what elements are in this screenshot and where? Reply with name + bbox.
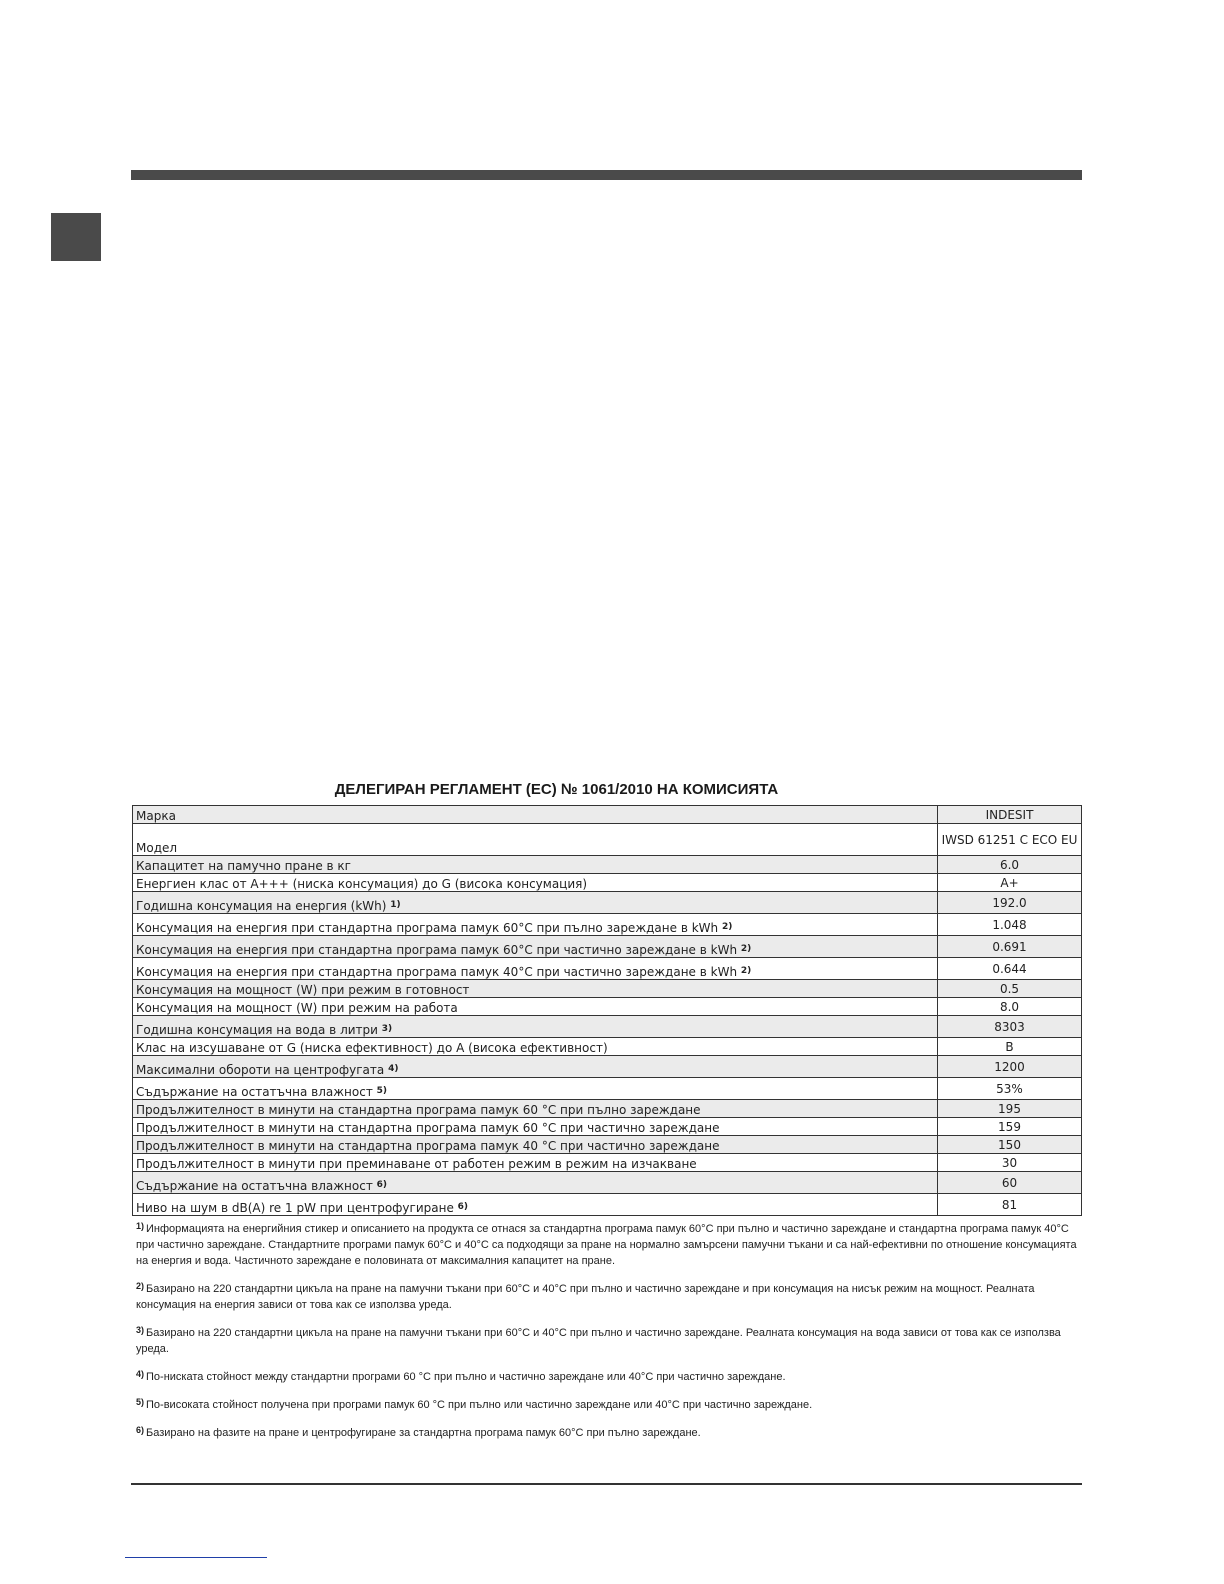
row-label: Съдържание на остатъчна влажност $^{6)}$ <box>133 1172 938 1194</box>
table-row <box>133 914 1082 936</box>
specification-table <box>132 805 1082 1216</box>
row-value: 30 <box>938 1154 1082 1172</box>
footnotes <box>136 1221 1082 1453</box>
row-label: Консумация на енергия при стандартна програма памук 60°C при частично зареждане в kWh $^{2)}$ <box>133 936 938 958</box>
table-row <box>133 1172 1082 1194</box>
row-label: Консумация на мощност (W) при режим на работа <box>133 998 938 1016</box>
row-label: Консумация на енергия при стандартна програма памук 60°C при пълно зареждане в kWh $^{2)}$ <box>133 914 938 936</box>
footnote-mark: 3) <box>136 1325 145 1335</box>
row-label: Годишна консумация на вода в литри $^{3)}$ <box>133 1016 938 1038</box>
table-row <box>133 856 1082 874</box>
table-row <box>133 1056 1082 1078</box>
table-row <box>133 936 1082 958</box>
row-value: A+ <box>938 874 1082 892</box>
row-label: Съдържание на остатъчна влажност $^{5)}$ <box>133 1078 938 1100</box>
table-row <box>133 958 1082 980</box>
row-value: 0.644 <box>938 958 1082 980</box>
table-row <box>133 998 1082 1016</box>
row-value: B <box>938 1038 1082 1056</box>
table-row <box>133 1078 1082 1100</box>
row-value: 6.0 <box>938 856 1082 874</box>
table-row <box>133 1194 1082 1216</box>
footnote-ref: 5) <box>376 1086 388 1096</box>
footnote-mark: 6) <box>136 1425 145 1435</box>
footnote-item <box>136 1221 1082 1269</box>
row-label: Продължителност в минути на стандартна програма памук 60 °C при частично зареждане <box>133 1118 938 1136</box>
footnote-text: Базирано на 220 стандартни цикъла на пране на памучни тъкани при 60°C и 40°C при пълно и частично зареждане и при консумация на нисък режим на мощност. Реалната консумация на енергия зависи от това как се използва уреда. <box>136 1283 1035 1311</box>
footnote-ref: 3) <box>381 1024 393 1034</box>
row-value: 0.691 <box>938 936 1082 958</box>
row-value: 1200 <box>938 1056 1082 1078</box>
row-value: 8303 <box>938 1016 1082 1038</box>
footer-link-underline[interactable] <box>125 1557 267 1558</box>
row-label: Консумация на енергия при стандартна програма памук 40°C при частично зареждане в kWh $^{2)}$ <box>133 958 938 980</box>
row-label: Максимални обороти на центрофугата $^{4)}$ <box>133 1056 938 1078</box>
footnote-ref: 1) <box>390 900 401 910</box>
footnote-item <box>136 1369 1082 1385</box>
row-label: Капацитет на памучно пране в кг <box>133 856 938 874</box>
row-label: Ниво на шум в dB(A) re 1 pW при центрофугиране $^{6)}$ <box>133 1194 938 1216</box>
footnote-item <box>136 1281 1082 1313</box>
footnote-mark: 1) <box>136 1221 145 1231</box>
table-row <box>133 1154 1082 1172</box>
footnote-mark: 2) <box>136 1281 145 1291</box>
row-label: Клас на изсушаване от G (ниска ефективност) до А (висока ефективност) <box>133 1038 938 1056</box>
table-row <box>133 1118 1082 1136</box>
row-label: Продължителност в минути на стандартна програма памук 40 °C при частично зареждане <box>133 1136 938 1154</box>
footnote-item <box>136 1325 1082 1357</box>
row-label: Годишна консумация на енергия (kWh) $^{1)}$ <box>133 892 938 914</box>
row-label: Консумация на мощност (W) при режим в готовност <box>133 980 938 998</box>
row-label: Енергиен клас от А+++ (ниска консумация) до G (висока консумация) <box>133 874 938 892</box>
row-label: Модел <box>133 824 938 856</box>
row-value: 150 <box>938 1136 1082 1154</box>
row-value: 8.0 <box>938 998 1082 1016</box>
footnote-text: По-високата стойност получена при програми памук 60 °C при пълно или частично зареждане или 40°C при частично зареждане. <box>146 1399 813 1411</box>
table-row <box>133 824 1082 856</box>
language-tab-marker <box>51 213 101 261</box>
row-label: Марка <box>133 806 938 824</box>
footnote-item <box>136 1397 1082 1413</box>
row-value: 195 <box>938 1100 1082 1118</box>
footnote-item <box>136 1425 1082 1441</box>
footnote-text: Информацията на енергийния стикер и описанието на продукта се отнася за стандартна програма памук 60°C при пълно и частично зареждане и стандартна програма памук 40°C при частично зареждане. Стандартните програми памук 60°C и 40°C са подходящи за пране на нормално замърсени памучни тъкани и са най-ефективни по отношение консумацията на енергия и вода. Частичното зареждане е половината от максималния капацитет на пране. <box>136 1223 1077 1267</box>
footnote-text: Базирано на фазите на пране и центрофугиране за стандартна програма памук 60°C при пълно зареждане. <box>146 1427 701 1439</box>
table-row <box>133 1016 1082 1038</box>
row-value: 192.0 <box>938 892 1082 914</box>
footnote-mark: 4) <box>136 1369 145 1379</box>
row-value: 0.5 <box>938 980 1082 998</box>
table-row <box>133 892 1082 914</box>
regulation-title: ДЕЛЕГИРАН РЕГЛАМЕНТ (ЕС) № 1061/2010 НА КОМИСИЯТА <box>334 781 779 798</box>
row-value: 60 <box>938 1172 1082 1194</box>
row-value: 81 <box>938 1194 1082 1216</box>
footnote-ref: 4) <box>388 1064 399 1074</box>
footnote-ref: 6) <box>457 1202 469 1212</box>
footnote-text: Базирано на 220 стандартни цикъла на пране на памучни тъкани при 60°C и 40°C при пълно и частично зареждане. Реалната консумация на вода зависи от това как се използва уреда. <box>136 1327 1061 1355</box>
table-row <box>133 806 1082 824</box>
row-value: IWSD 61251 C ECO EU <box>938 824 1082 856</box>
footer-rule <box>131 1483 1082 1485</box>
row-value: 159 <box>938 1118 1082 1136</box>
footnote-ref: 2) <box>740 944 752 954</box>
header-rule <box>131 170 1082 180</box>
footnote-ref: 2) <box>721 922 733 932</box>
table-row <box>133 980 1082 998</box>
table-row <box>133 874 1082 892</box>
table-row <box>133 1136 1082 1154</box>
footnote-ref: 6) <box>376 1180 388 1190</box>
row-value: INDESIT <box>938 806 1082 824</box>
row-value: 1.048 <box>938 914 1082 936</box>
footnote-ref: 2) <box>740 966 752 976</box>
footnote-text: По-ниската стойност между стандартни програми 60 °C при пълно и частично зареждане или 40°C при частично зареждане. <box>146 1371 786 1383</box>
row-value: 53% <box>938 1078 1082 1100</box>
table-row <box>133 1100 1082 1118</box>
row-label: Продължителност в минути на стандартна програма памук 60 °C при пълно зареждане <box>133 1100 938 1118</box>
row-label: Продължителност в минути при преминаване от работен режим в режим на изчакване <box>133 1154 938 1172</box>
table-row <box>133 1038 1082 1056</box>
footnote-mark: 5) <box>136 1397 145 1407</box>
